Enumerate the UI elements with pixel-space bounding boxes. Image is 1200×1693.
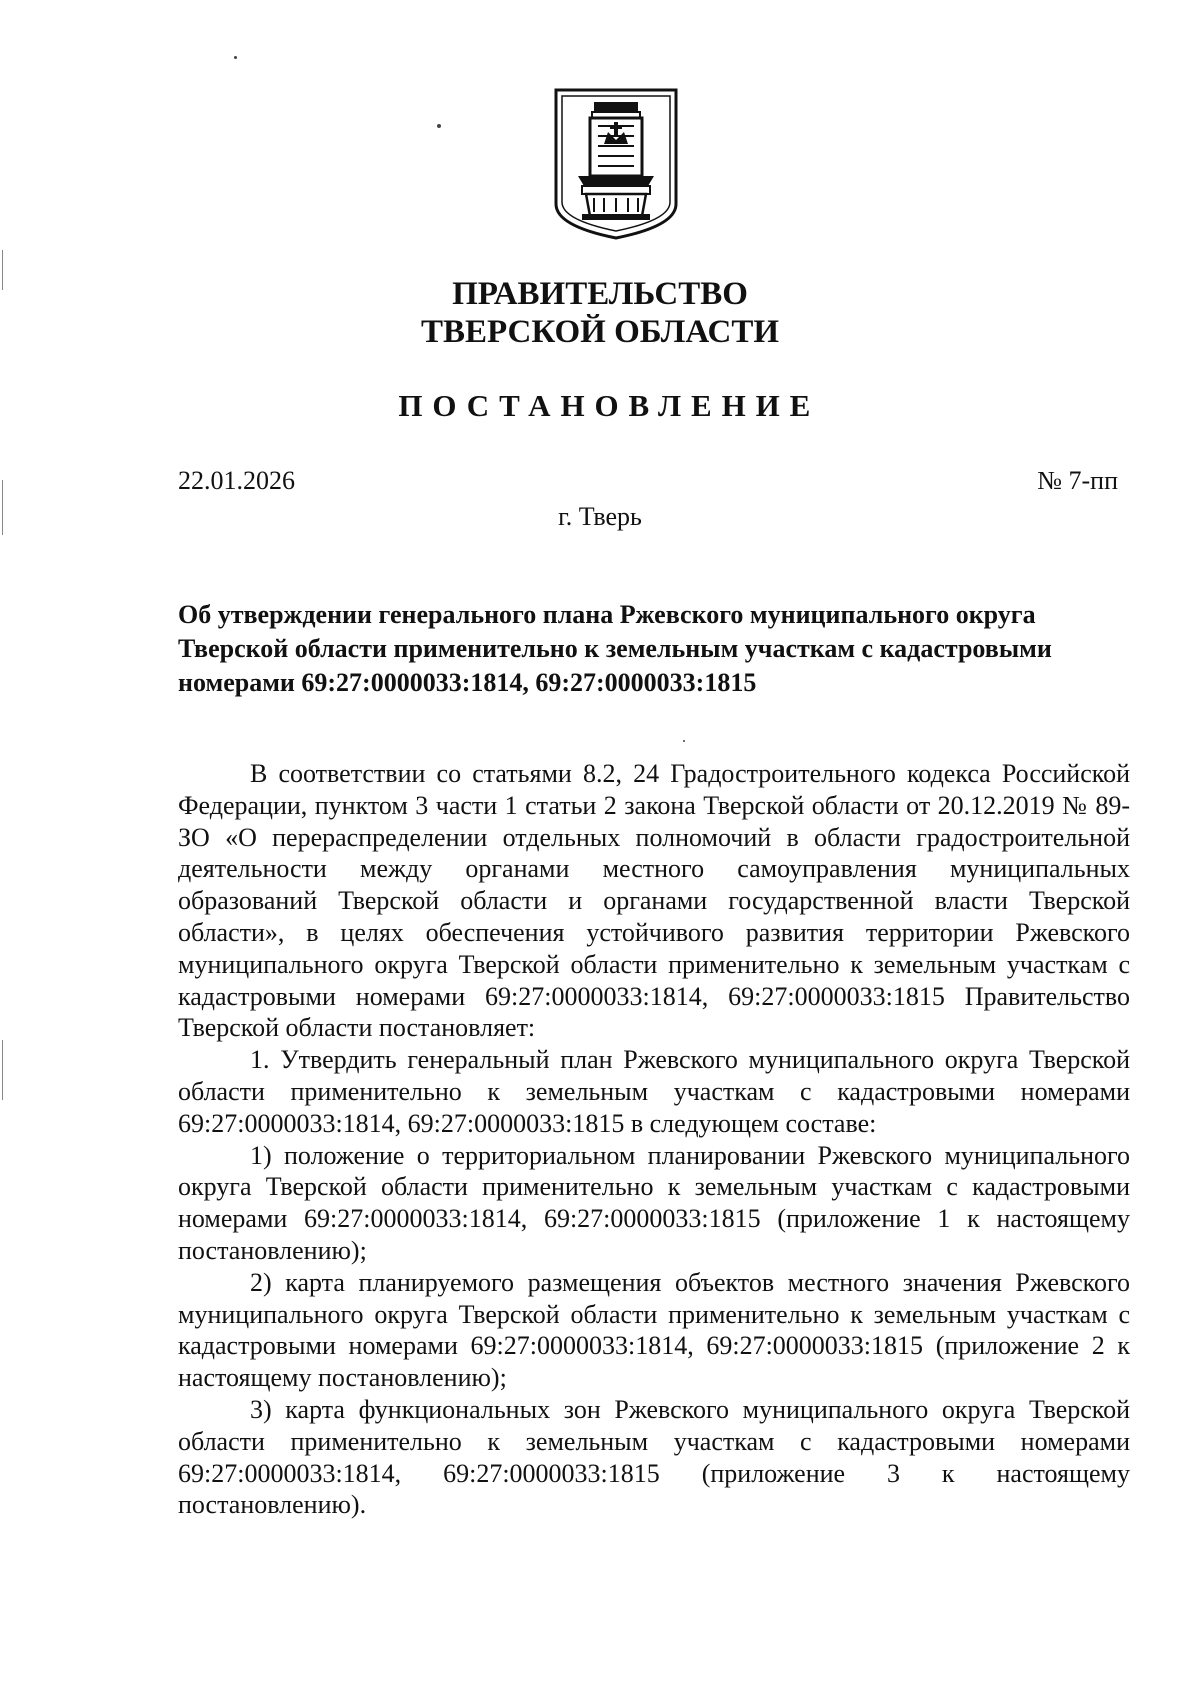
document-number: № 7-пп bbox=[1037, 466, 1118, 495]
item-paragraph: 1) положение о территориальном планировании Ржевского муниципального округа Тверской области применительно к земельным участкам с кадастровыми номерами 69:27:0000033:1814, 69:27:0000033:1815 (приложение 1 к настоящему постановлению); bbox=[178, 1140, 1130, 1265]
document-city: г. Тверь bbox=[558, 502, 642, 531]
document-body bbox=[178, 758, 1130, 1521]
scan-speck bbox=[234, 56, 237, 59]
item-paragraph: 1. Утвердить генеральный план Ржевского муниципального округа Тверской области применительно к земельным участкам с кадастровыми номерами 69:27:0000033:1814, 69:27:0000033:1815 в следующем составе: bbox=[178, 1045, 1130, 1138]
document-subject: Об утверждении генерального плана Ржевского муниципального округа Тверской области применительно к земельным участкам с кадастровыми номерами 69:27:0000033:1814, 69:27:0000033:1815 bbox=[178, 600, 1052, 697]
scan-speck bbox=[683, 740, 685, 742]
preamble-paragraph: В соответствии со статьями 8.2, 24 Градостроительного кодекса Российской Федерации, пунктом 3 части 1 статьи 2 закона Тверской области от 20.12.2019 № 89-ЗО «О перераспределении отдельных полномочий в области градостроительной деятельности между органами местного самоуправления муниципальных образований Тверской области и органами государственной власти Тверской области», в целях обеспечения устойчивого развития территории Ржевского муниципального округа Тверской области применительно к земельным участкам с кадастровыми номерами 69:27:0000033:1814, 69:27:0000033:1815 Правительство Тверской области постановляет: bbox=[178, 759, 1130, 1043]
item-paragraph: 3) карта функциональных зон Ржевского муниципального округа Тверской области применительно к земельным участкам с кадастровыми номерами 69:27:0000033:1814, 69:27:0000033:1815 (приложение 3 к настоящему постановлению). bbox=[178, 1394, 1130, 1520]
item-paragraph: 2) карта планируемого размещения объектов местного значения Ржевского муниципального округа Тверской области применительно к земельным участкам с кадастровыми номерами 69:27:0000033:1814, 69:27:0000033:1815 (приложение 2 к настоящему постановлению); bbox=[178, 1267, 1130, 1393]
government-name-line1: ПРАВИТЕЛЬСТВО bbox=[452, 276, 748, 312]
scan-margin-line bbox=[2, 1040, 3, 1100]
document-type-title: ПОСТАНОВЛЕНИЕ bbox=[398, 388, 821, 423]
scan-speck bbox=[437, 124, 441, 128]
coat-of-arms-emblem bbox=[552, 86, 680, 242]
government-name-line2: ТВЕРСКОЙ ОБЛАСТИ bbox=[420, 314, 780, 350]
document-date: 22.01.2026 bbox=[178, 466, 295, 495]
